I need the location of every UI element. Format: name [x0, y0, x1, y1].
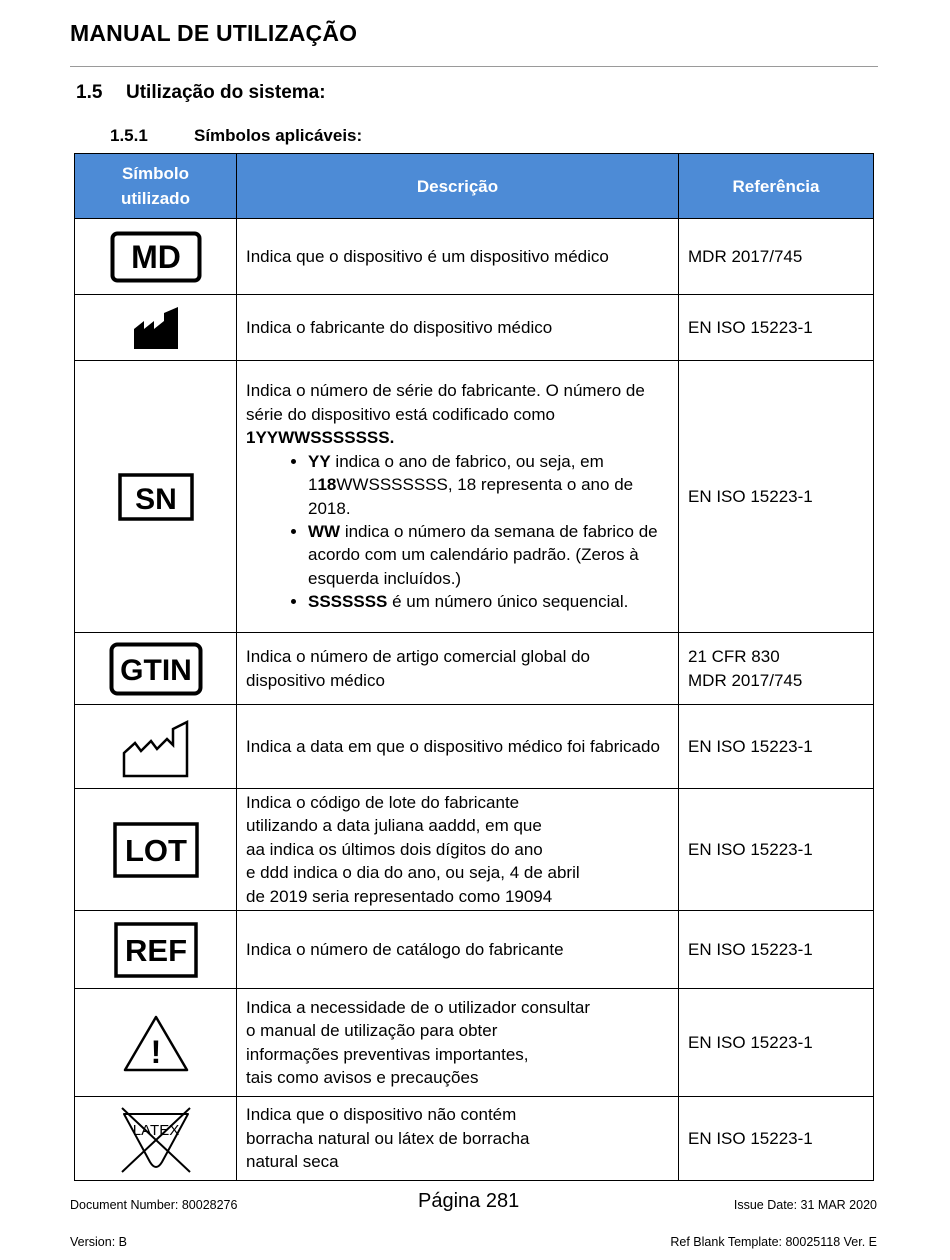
row-reference: EN ISO 15223-1	[679, 295, 874, 361]
manufacturer-icon	[132, 305, 180, 351]
svg-text:REF: REF	[124, 932, 187, 968]
table-row	[75, 295, 874, 361]
gtin-icon	[109, 642, 203, 696]
table-row	[75, 219, 874, 295]
footer-version: Version: B	[70, 1235, 127, 1249]
ref-icon	[114, 922, 198, 978]
table-row	[75, 989, 874, 1097]
row-description: Indica a data em que o dispositivo médico foi fabricado	[237, 705, 679, 789]
header-description: Descrição	[237, 154, 679, 219]
row-reference: EN ISO 15223-1	[679, 789, 874, 911]
row-description: Indica o número de catálogo do fabricante	[237, 911, 679, 989]
list-item: • SSSSSSS é um número único sequencial.	[308, 590, 670, 613]
table-row	[75, 789, 874, 911]
header-symbol: Símbolo utilizado	[75, 154, 237, 219]
svg-text:LOT: LOT	[124, 832, 187, 868]
table-row	[75, 705, 874, 789]
page-title: MANUAL DE UTILIZAÇÃO	[70, 20, 358, 46]
md-icon	[110, 231, 202, 283]
serial-number-icon	[118, 473, 194, 521]
sn-bullet-list	[246, 450, 670, 614]
header-reference: Referência	[679, 154, 874, 219]
row-reference: EN ISO 15223-1	[679, 361, 874, 633]
list-item: • WW indica o número da semana de fabrico de acordo com um calendário padrão. (Zeros à esquerda incluídos.)	[308, 520, 670, 590]
sn-intro: Indica o número de série do fabricante. O número de série do dispositivo está codificado como	[246, 381, 645, 424]
date-of-manufacture-icon	[121, 715, 191, 779]
subsection-number: 1.5.1	[110, 126, 148, 145]
row-description	[237, 361, 679, 633]
svg-text:GTIN: GTIN	[119, 653, 192, 687]
row-reference: MDR 2017/745	[679, 219, 874, 295]
row-description: Indica o código de lote do fabricante utilizando a data juliana aaddd, em que aa indica os últimos dois dígitos do ano e ddd indica o dia do ano, ou seja, 4 de abril de 2019 seria representado como 19094	[237, 789, 679, 911]
section-number: 1.5	[76, 82, 103, 103]
footer-page-number: Página 281	[418, 1190, 520, 1212]
section-title: Utilização do sistema:	[126, 82, 326, 103]
title-divider	[70, 66, 878, 67]
row-reference: EN ISO 15223-1	[679, 911, 874, 989]
list-item: • YY indica o ano de fabrico, ou seja, em 118WWSSSSSSS, 18 representa o ano de 2018.	[308, 450, 670, 520]
table-header-row	[75, 154, 874, 219]
svg-text:LATEX: LATEX	[132, 1121, 179, 1139]
row-description: Indica o número de artigo comercial global do dispositivo médico	[237, 633, 679, 705]
section-heading	[76, 82, 326, 104]
svg-text:MD: MD	[130, 238, 181, 275]
footer-issue-date: Issue Date: 31 MAR 2020	[733, 1198, 877, 1212]
symbols-table	[74, 153, 874, 1181]
svg-text:!: !	[150, 1033, 161, 1070]
subsection-heading	[110, 126, 362, 146]
svg-text:SN: SN	[134, 482, 177, 516]
table-row	[75, 1097, 874, 1181]
row-description: Indica o fabricante do dispositivo médico	[237, 295, 679, 361]
footer-template: Ref Blank Template: 80025118 Ver. E	[670, 1235, 877, 1249]
table-row	[75, 633, 874, 705]
row-reference: EN ISO 15223-1	[679, 989, 874, 1097]
caution-icon	[122, 1013, 190, 1073]
lot-icon	[113, 822, 199, 878]
sn-code: 1YYWWSSSSSSS.	[246, 428, 395, 448]
table-row	[75, 911, 874, 989]
row-description: Indica que o dispositivo é um dispositivo médico	[237, 219, 679, 295]
row-reference: 21 CFR 830 MDR 2017/745	[679, 633, 874, 705]
row-description: Indica a necessidade de o utilizador consultar o manual de utilização para obter informações preventivas importantes, tais como avisos e precauções	[237, 989, 679, 1097]
footer-document-number: Document Number: 80028276	[70, 1198, 238, 1212]
table-row	[75, 361, 874, 633]
row-description: Indica que o dispositivo não contém borracha natural ou látex de borracha natural seca	[237, 1097, 679, 1181]
subsection-title: Símbolos aplicáveis:	[194, 126, 363, 145]
row-reference: EN ISO 15223-1	[679, 1097, 874, 1181]
latex-free-icon	[116, 1104, 196, 1174]
row-reference: EN ISO 15223-1	[679, 705, 874, 789]
